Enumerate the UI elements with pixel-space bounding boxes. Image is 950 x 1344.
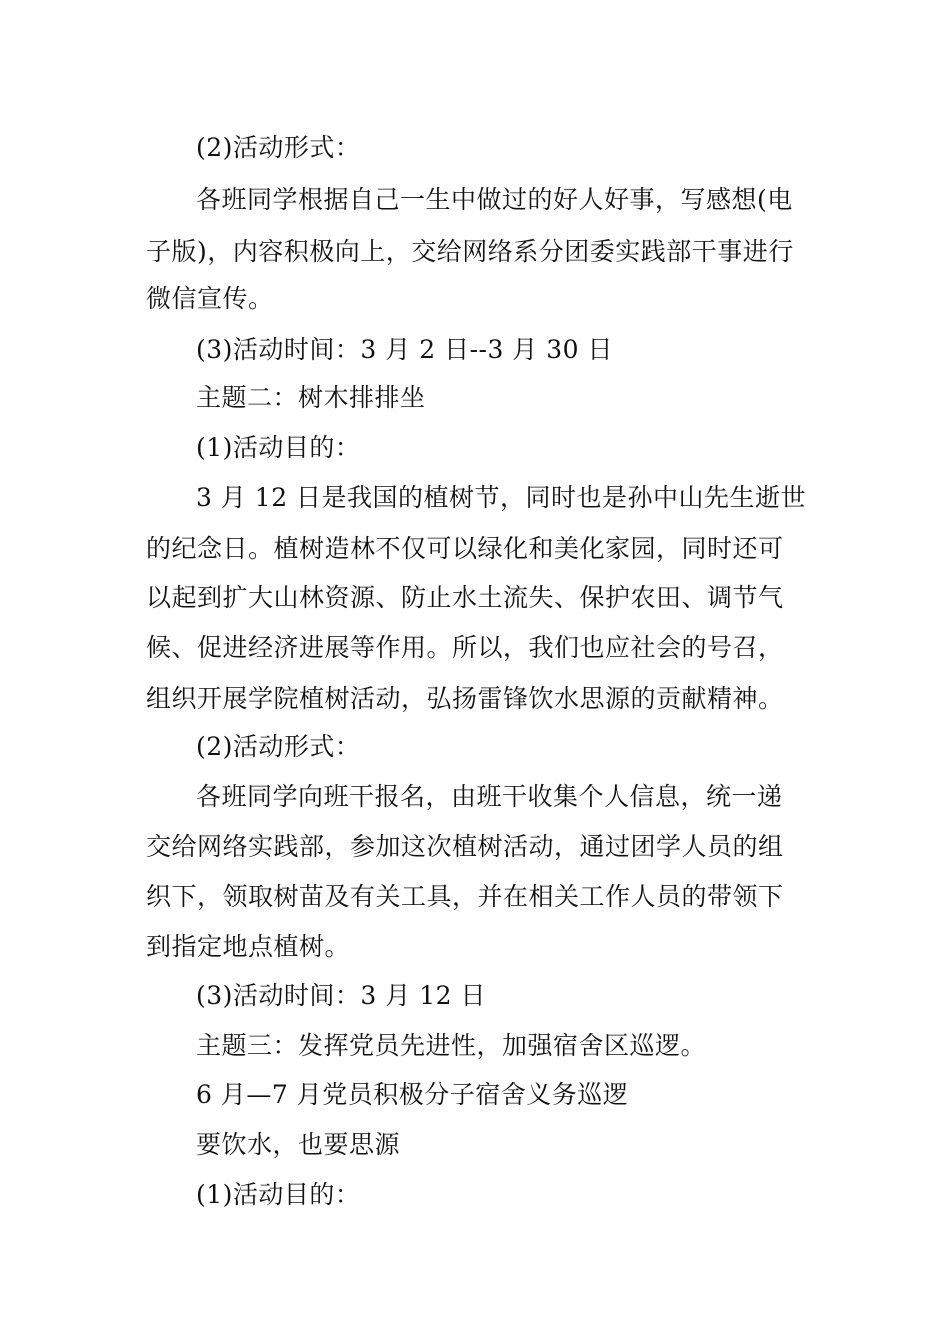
- section-heading-activity-time: (3)活动时间：3 月 2 日--3 月 30 日: [196, 335, 614, 364]
- topic-heading: 主题三：发挥党员先进性，加强宿舍区巡逻。: [196, 1031, 707, 1060]
- paragraph-line: 的纪念日。植树造林不仅可以绿化和美化家园，同时还可: [146, 534, 784, 563]
- paragraph-line: 各班同学根据自己一生中做过的好人好事，写感想(电: [196, 185, 793, 214]
- paragraph-line: 子版)，内容积极向上，交给网络系分团委实践部干事进行: [146, 237, 794, 266]
- paragraph-line: 微信宣传。: [146, 284, 274, 313]
- paragraph-line: 6 月—7 月党员积极分子宿舍义务巡逻: [196, 1080, 629, 1109]
- section-heading-activity-purpose: (1)活动目的：: [196, 433, 361, 462]
- section-heading-activity-form: (2)活动形式：: [196, 133, 361, 162]
- paragraph-line: 织下，领取树苗及有关工具，并在相关工作人员的带领下: [146, 882, 784, 911]
- paragraph-line: 要饮水，也要思源: [196, 1130, 401, 1159]
- paragraph-line: 3 月 12 日是我国的植树节，同时也是孙中山先生逝世: [196, 483, 807, 512]
- paragraph-line: 组织开展学院植树活动，弘扬雷锋饮水思源的贡献精神。: [146, 684, 784, 713]
- paragraph-line: 候、促进经济进展等作用。所以，我们也应社会的号召，: [146, 633, 784, 662]
- paragraph-line: 以起到扩大山林资源、防止水土流失、保护农田、调节气: [146, 583, 784, 612]
- paragraph-line: 交给网络实践部，参加这次植树活动，通过团学人员的组: [146, 832, 784, 861]
- paragraph-line: 各班同学向班干报名，由班干收集个人信息，统一递: [196, 782, 783, 811]
- section-heading-activity-form: (2)活动形式：: [196, 732, 361, 761]
- section-heading-activity-purpose: (1)活动目的：: [196, 1180, 361, 1209]
- paragraph-line: 到指定地点植树。: [146, 932, 351, 961]
- section-heading-activity-time: (3)活动时间：3 月 12 日: [196, 981, 486, 1010]
- topic-heading: 主题二：树木排排坐: [196, 383, 426, 412]
